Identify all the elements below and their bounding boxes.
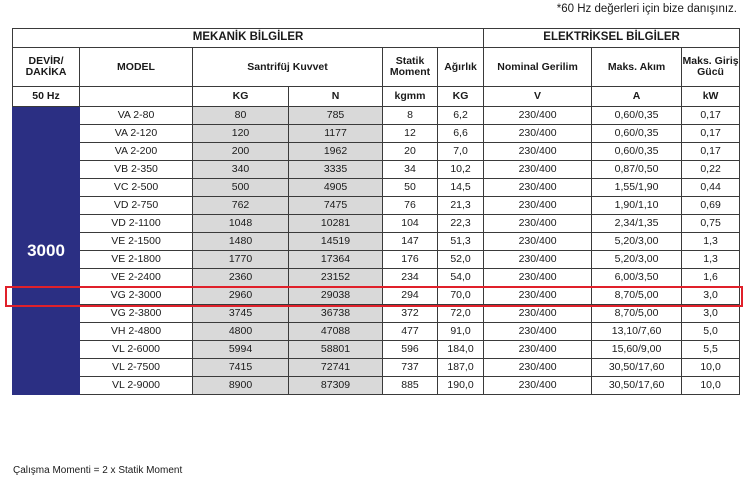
cell-akim: 15,60/9,00 xyxy=(592,341,682,359)
unit-agirlik: KG xyxy=(438,87,484,107)
cell-agirlik: 14,5 xyxy=(438,179,484,197)
cell-guc: 3,0 xyxy=(682,287,740,305)
cell-model: VG 2-3800 xyxy=(80,305,193,323)
table-row xyxy=(13,251,740,269)
cell-gerilim: 230/400 xyxy=(484,233,592,251)
cell-n: 17364 xyxy=(289,251,383,269)
cell-akim: 0,60/0,35 xyxy=(592,125,682,143)
cell-kg: 3745 xyxy=(193,305,289,323)
table-row xyxy=(13,107,740,125)
table-row xyxy=(13,179,740,197)
table-row xyxy=(13,359,740,377)
cell-n: 10281 xyxy=(289,215,383,233)
table-row xyxy=(13,143,740,161)
cell-statik: 50 xyxy=(383,179,438,197)
cell-n: 7475 xyxy=(289,197,383,215)
cell-n: 29038 xyxy=(289,287,383,305)
cell-model: VD 2-1100 xyxy=(80,215,193,233)
cell-gerilim: 230/400 xyxy=(484,215,592,233)
cell-model: VL 2-6000 xyxy=(80,341,193,359)
cell-gerilim: 230/400 xyxy=(484,359,592,377)
cell-model: VA 2-120 xyxy=(80,125,193,143)
cell-akim: 0,60/0,35 xyxy=(592,107,682,125)
cell-n: 47088 xyxy=(289,323,383,341)
cell-statik: 176 xyxy=(383,251,438,269)
cell-n: 4905 xyxy=(289,179,383,197)
cell-agirlik: 52,0 xyxy=(438,251,484,269)
cell-kg: 200 xyxy=(193,143,289,161)
mechanical-section-title: MEKANİK BİLGİLER xyxy=(13,29,484,48)
cell-akim: 13,10/7,60 xyxy=(592,323,682,341)
cell-agirlik: 54,0 xyxy=(438,269,484,287)
cell-gerilim: 230/400 xyxy=(484,341,592,359)
cell-gerilim: 230/400 xyxy=(484,197,592,215)
cell-kg: 2360 xyxy=(193,269,289,287)
header-santrifuj: Santrifüj Kuvvet xyxy=(193,48,383,87)
cell-akim: 5,20/3,00 xyxy=(592,251,682,269)
cell-gerilim: 230/400 xyxy=(484,287,592,305)
cell-model: VB 2-350 xyxy=(80,161,193,179)
table-row xyxy=(13,233,740,251)
top-note: *60 Hz değerleri için bize danışınız. xyxy=(556,3,737,15)
cell-agirlik: 7,0 xyxy=(438,143,484,161)
cell-gerilim: 230/400 xyxy=(484,377,592,395)
cell-kg: 2960 xyxy=(193,287,289,305)
unit-kgmm: kgmm xyxy=(383,87,438,107)
cell-kg: 4800 xyxy=(193,323,289,341)
cell-akim: 6,00/3,50 xyxy=(592,269,682,287)
cell-kg: 500 xyxy=(193,179,289,197)
cell-model: VL 2-9000 xyxy=(80,377,193,395)
cell-statik: 34 xyxy=(383,161,438,179)
table-row xyxy=(13,305,740,323)
table-row xyxy=(13,287,740,305)
cell-n: 23152 xyxy=(289,269,383,287)
cell-gerilim: 230/400 xyxy=(484,125,592,143)
cell-statik: 234 xyxy=(383,269,438,287)
cell-statik: 76 xyxy=(383,197,438,215)
cell-statik: 104 xyxy=(383,215,438,233)
table-row xyxy=(13,323,740,341)
cell-n: 58801 xyxy=(289,341,383,359)
cell-n: 14519 xyxy=(289,233,383,251)
cell-model: VA 2-200 xyxy=(80,143,193,161)
cell-agirlik: 22,3 xyxy=(438,215,484,233)
cell-kg: 8900 xyxy=(193,377,289,395)
cell-n: 785 xyxy=(289,107,383,125)
cell-guc: 1,3 xyxy=(682,233,740,251)
cell-gerilim: 230/400 xyxy=(484,143,592,161)
cell-guc: 3,0 xyxy=(682,305,740,323)
header-akim: Maks. Akım xyxy=(592,48,682,87)
cell-statik: 885 xyxy=(383,377,438,395)
cell-agirlik: 21,3 xyxy=(438,197,484,215)
cell-gerilim: 230/400 xyxy=(484,251,592,269)
spec-table xyxy=(12,28,740,395)
cell-guc: 5,0 xyxy=(682,323,740,341)
bottom-note: Çalışma Momenti = 2 x Statik Moment xyxy=(13,465,183,476)
cell-guc: 0,17 xyxy=(682,125,740,143)
cell-statik: 294 xyxy=(383,287,438,305)
cell-guc: 0,69 xyxy=(682,197,740,215)
cell-n: 72741 xyxy=(289,359,383,377)
cell-statik: 596 xyxy=(383,341,438,359)
header-model: MODEL xyxy=(80,48,193,87)
cell-model: VH 2-4800 xyxy=(80,323,193,341)
cell-guc: 1,6 xyxy=(682,269,740,287)
cell-agirlik: 190,0 xyxy=(438,377,484,395)
cell-model: VE 2-1500 xyxy=(80,233,193,251)
cell-akim: 2,34/1,35 xyxy=(592,215,682,233)
header-guc: Maks. Giriş Gücü xyxy=(682,48,740,87)
cell-kg: 762 xyxy=(193,197,289,215)
cell-n: 1962 xyxy=(289,143,383,161)
cell-kg: 340 xyxy=(193,161,289,179)
cell-agirlik: 91,0 xyxy=(438,323,484,341)
cell-agirlik: 51,3 xyxy=(438,233,484,251)
cell-kg: 1480 xyxy=(193,233,289,251)
table-row xyxy=(13,341,740,359)
cell-gerilim: 230/400 xyxy=(484,107,592,125)
unit-model xyxy=(80,87,193,107)
cell-model: VE 2-1800 xyxy=(80,251,193,269)
cell-guc: 10,0 xyxy=(682,377,740,395)
unit-v: V xyxy=(484,87,592,107)
cell-kg: 1048 xyxy=(193,215,289,233)
cell-guc: 10,0 xyxy=(682,359,740,377)
cell-gerilim: 230/400 xyxy=(484,269,592,287)
cell-akim: 30,50/17,60 xyxy=(592,359,682,377)
cell-model: VD 2-750 xyxy=(80,197,193,215)
cell-gerilim: 230/400 xyxy=(484,179,592,197)
cell-agirlik: 184,0 xyxy=(438,341,484,359)
cell-akim: 1,55/1,90 xyxy=(592,179,682,197)
header-statik: Statik Moment xyxy=(383,48,438,87)
cell-model: VE 2-2400 xyxy=(80,269,193,287)
table-row xyxy=(13,197,740,215)
cell-agirlik: 72,0 xyxy=(438,305,484,323)
cell-guc: 5,5 xyxy=(682,341,740,359)
cell-kg: 120 xyxy=(193,125,289,143)
cell-akim: 1,90/1,10 xyxy=(592,197,682,215)
cell-kg: 1770 xyxy=(193,251,289,269)
cell-agirlik: 6,6 xyxy=(438,125,484,143)
cell-kg: 7415 xyxy=(193,359,289,377)
cell-model: VG 2-3000 xyxy=(80,287,193,305)
cell-n: 36738 xyxy=(289,305,383,323)
cell-agirlik: 10,2 xyxy=(438,161,484,179)
cell-statik: 12 xyxy=(383,125,438,143)
unit-n: N xyxy=(289,87,383,107)
cell-statik: 372 xyxy=(383,305,438,323)
rpm-cell: 3000 xyxy=(13,107,80,395)
cell-gerilim: 230/400 xyxy=(484,161,592,179)
cell-agirlik: 70,0 xyxy=(438,287,484,305)
cell-guc: 0,44 xyxy=(682,179,740,197)
unit-a: A xyxy=(592,87,682,107)
cell-statik: 737 xyxy=(383,359,438,377)
cell-agirlik: 6,2 xyxy=(438,107,484,125)
cell-guc: 0,17 xyxy=(682,143,740,161)
unit-kg: KG xyxy=(193,87,289,107)
cell-gerilim: 230/400 xyxy=(484,305,592,323)
cell-statik: 147 xyxy=(383,233,438,251)
cell-n: 1177 xyxy=(289,125,383,143)
cell-statik: 477 xyxy=(383,323,438,341)
cell-statik: 8 xyxy=(383,107,438,125)
cell-guc: 0,22 xyxy=(682,161,740,179)
cell-guc: 0,75 xyxy=(682,215,740,233)
cell-akim: 0,60/0,35 xyxy=(592,143,682,161)
cell-akim: 30,50/17,60 xyxy=(592,377,682,395)
table-row xyxy=(13,125,740,143)
cell-agirlik: 187,0 xyxy=(438,359,484,377)
cell-model: VA 2-80 xyxy=(80,107,193,125)
table-row xyxy=(13,161,740,179)
cell-akim: 5,20/3,00 xyxy=(592,233,682,251)
unit-kw: kW xyxy=(682,87,740,107)
header-devir: DEVİR/ DAKİKA xyxy=(13,48,80,87)
cell-guc: 0,17 xyxy=(682,107,740,125)
cell-model: VC 2-500 xyxy=(80,179,193,197)
cell-kg: 5994 xyxy=(193,341,289,359)
cell-akim: 8,70/5,00 xyxy=(592,287,682,305)
cell-akim: 0,87/0,50 xyxy=(592,161,682,179)
cell-gerilim: 230/400 xyxy=(484,323,592,341)
table-row xyxy=(13,215,740,233)
cell-guc: 1,3 xyxy=(682,251,740,269)
cell-n: 3335 xyxy=(289,161,383,179)
cell-model: VL 2-7500 xyxy=(80,359,193,377)
cell-kg: 80 xyxy=(193,107,289,125)
cell-akim: 8,70/5,00 xyxy=(592,305,682,323)
cell-statik: 20 xyxy=(383,143,438,161)
table-row xyxy=(13,377,740,395)
electrical-section-title: ELEKTRİKSEL BİLGİLER xyxy=(484,29,740,48)
cell-n: 87309 xyxy=(289,377,383,395)
unit-devir: 50 Hz xyxy=(13,87,80,107)
header-gerilim: Nominal Gerilim xyxy=(484,48,592,87)
header-agirlik: Ağırlık xyxy=(438,48,484,87)
table-row xyxy=(13,269,740,287)
